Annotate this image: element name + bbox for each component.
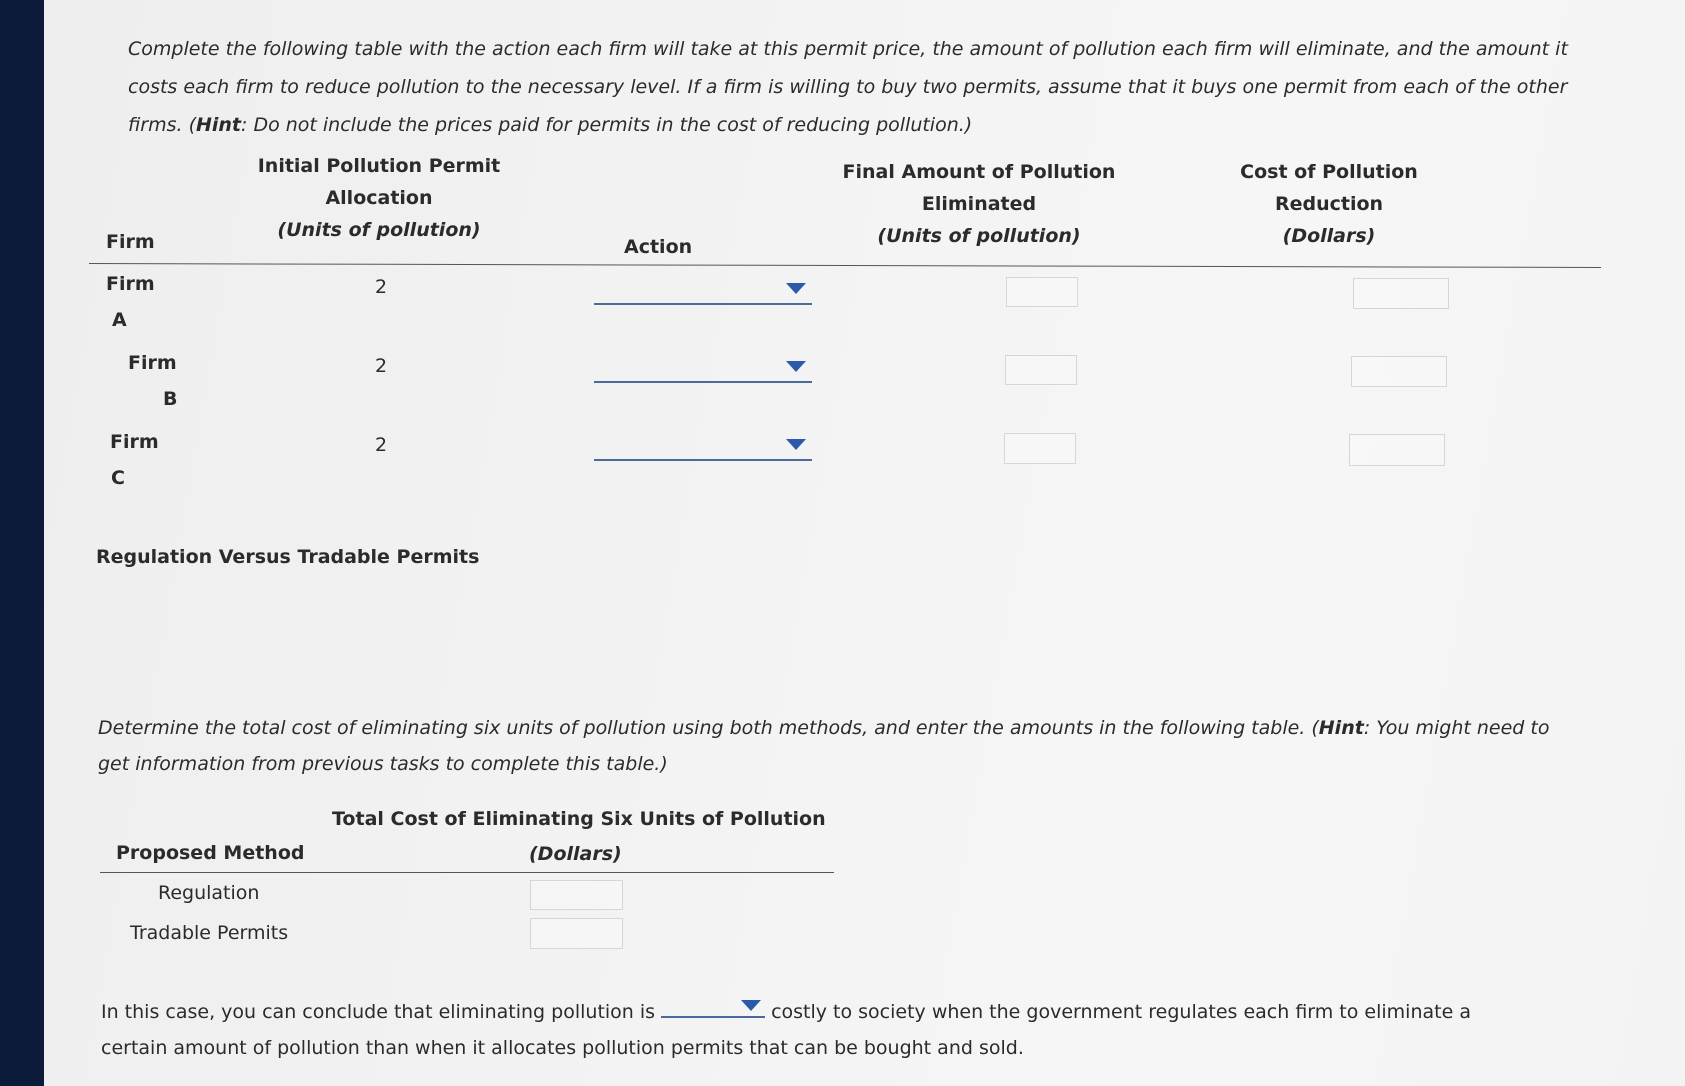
header-unit: (Dollars) [1282, 225, 1376, 247]
comparison-dropdown[interactable] [661, 994, 765, 1018]
regulation-total-cost-input[interactable] [530, 880, 623, 910]
instructions-text-end: : Do not include the prices paid for permits in the cost of reducing pollution.) [241, 114, 973, 136]
firm-c-allocation: 2 [375, 434, 388, 456]
header-initial-allocation [234, 150, 524, 246]
header-text: Cost of Pollution [1240, 161, 1418, 183]
firm-word: Firm [128, 352, 177, 374]
firm-b-cost-input[interactable] [1351, 356, 1447, 387]
method-tradable-permits: Tradable Permits [130, 922, 289, 944]
conclusion-text: In this case, you can conclude that eliminating pollution is [101, 1001, 656, 1023]
tradable-permits-total-cost-input[interactable] [530, 918, 623, 949]
firm-c-eliminated-input[interactable] [1004, 433, 1076, 464]
firm-word: Firm [110, 431, 159, 453]
header-action: Action [624, 236, 693, 258]
header-proposed-method: Proposed Method [116, 842, 305, 864]
section-title: Regulation Versus Tradable Permits [96, 546, 480, 568]
header-text: Eliminated [921, 193, 1037, 215]
header-unit: (Units of pollution) [277, 219, 481, 241]
question-page [44, 0, 1685, 1086]
hint-label: Hint [1318, 717, 1364, 739]
task2-paragraph [98, 710, 1578, 782]
firm-c-action-dropdown[interactable] [594, 429, 812, 461]
instructions-paragraph [128, 30, 1618, 144]
task2-text-end: : You might need to get information from previous tasks to complete this table.) [98, 717, 1550, 775]
conclusion-text-end: costly to society when the government regulates each firm to eliminate a certain amount of pollution than when it allocates pollution permits that can be bought and sold. [101, 1001, 1471, 1059]
firm-b-allocation: 2 [375, 355, 388, 377]
table-header-rule [89, 263, 1601, 268]
firm-letter: A [112, 309, 127, 331]
firm-a-action-dropdown[interactable] [594, 273, 812, 305]
header-total-cost-unit: (Dollars) [529, 843, 622, 865]
chevron-down-icon [786, 283, 806, 294]
firm-letter: B [163, 388, 178, 410]
instructions-text: Complete the following table with the action each firm will take at this permit price, the amount of pollution each firm will eliminate, and the amount it costs each firm to reduce pollution to the necessary level. If a firm is willing to buy two permits, assume that it buys one permit from each of the other firms. ( [128, 38, 1568, 136]
chevron-down-icon [786, 361, 806, 372]
header-pollution-eliminated [834, 156, 1124, 252]
header-firm: Firm [106, 231, 155, 253]
header-text: Reduction [1274, 193, 1384, 215]
header-total-cost: Total Cost of Eliminating Six Units of Pollution [332, 808, 826, 830]
header-text: Allocation [325, 187, 433, 209]
firm-b-label [128, 352, 177, 410]
firm-a-cost-input[interactable] [1353, 278, 1449, 309]
chevron-down-icon [786, 439, 806, 450]
task2-text: Determine the total cost of eliminating six units of pollution using both methods, and enter the amounts in the following table. ( [98, 717, 1319, 739]
conclusion-paragraph [101, 994, 1541, 1066]
header-text: Initial Pollution Permit [257, 155, 501, 177]
chevron-down-icon [741, 1000, 761, 1011]
header-unit: (Units of pollution) [877, 225, 1081, 247]
table2-header-rule [100, 872, 834, 873]
hint-label: Hint [195, 114, 242, 136]
firm-b-action-dropdown[interactable] [594, 351, 812, 383]
firm-c-cost-input[interactable] [1349, 434, 1445, 466]
firm-word: Firm [106, 273, 155, 295]
header-text: Final Amount of Pollution [842, 161, 1116, 183]
firm-a-label [106, 273, 155, 331]
firm-a-eliminated-input[interactable] [1006, 277, 1078, 307]
firm-c-label [110, 431, 159, 489]
method-regulation: Regulation [158, 882, 260, 904]
firm-letter: C [111, 467, 125, 489]
firm-b-eliminated-input[interactable] [1005, 355, 1077, 385]
firm-a-allocation: 2 [375, 276, 388, 298]
header-cost-reduction [1204, 156, 1454, 252]
